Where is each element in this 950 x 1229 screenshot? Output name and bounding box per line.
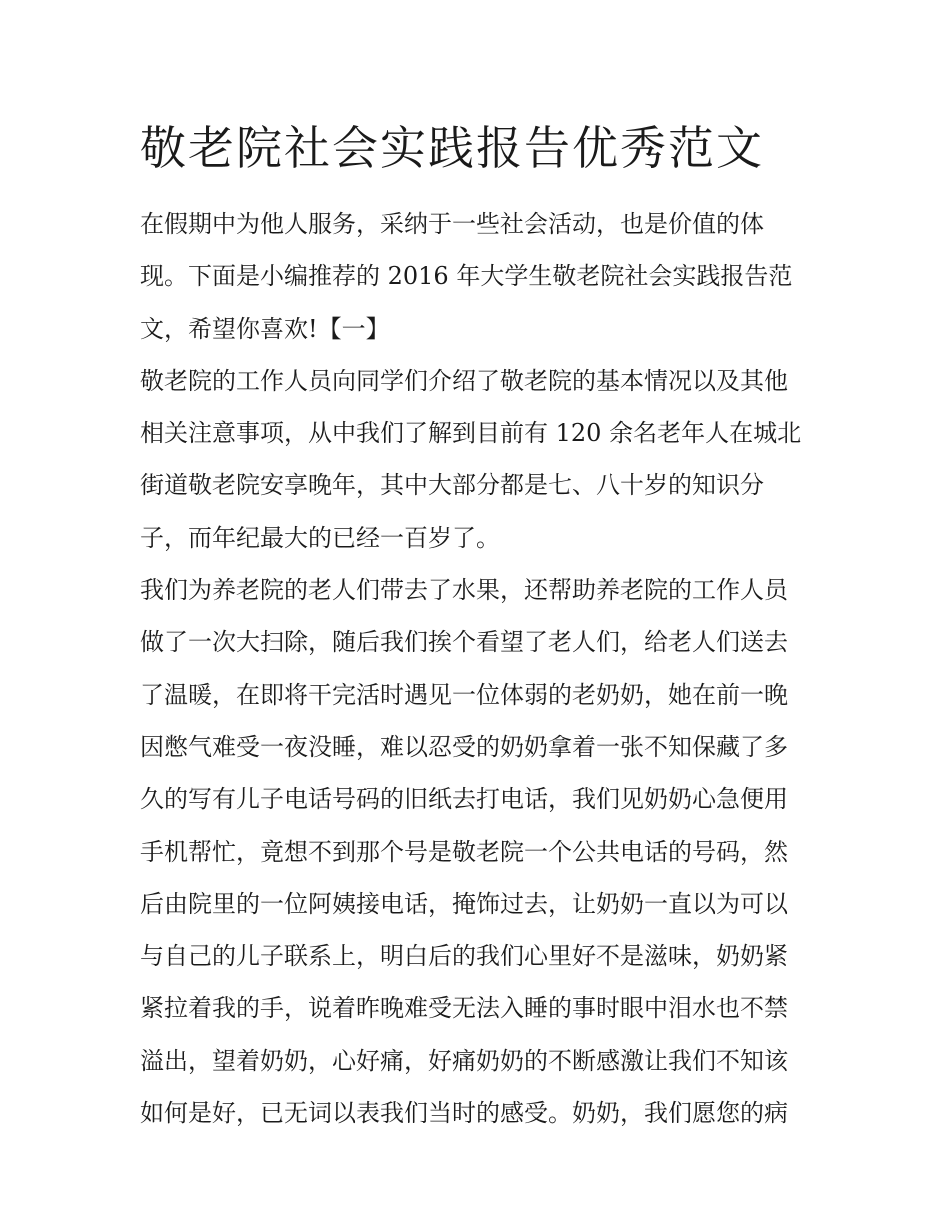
paragraph-introduction-of-home — [140, 355, 820, 564]
text-line: 后由院里的一位阿姨接电话，掩饰过去，让奶奶一直以为可以 — [140, 889, 788, 918]
text-line: 相关注意事项，从中我们了解到目前有 120 余名老年人在城北 — [140, 419, 802, 448]
text-line: 了温暖，在即将干完活时遇见一位体弱的老奶奶，她在前一晚 — [140, 680, 788, 709]
text-line: 如何是好，已无词以表我们当时的感受。奶奶，我们愿您的病 — [140, 1099, 788, 1128]
text-line: 因憋气难受一夜没睡，难以忍受的奶奶拿着一张不知保藏了多 — [140, 732, 788, 761]
text-line: 做了一次大扫除，随后我们挨个看望了老人们，给老人们送去 — [140, 628, 788, 657]
document-body — [140, 198, 820, 1139]
paragraph-visit-story — [140, 564, 820, 1139]
text-line: 久的写有儿子电话号码的旧纸去打电话，我们见奶奶心急便用 — [140, 785, 788, 814]
text-line: 文，希望你喜欢!【一】 — [140, 314, 390, 343]
paragraph-intro — [140, 198, 820, 355]
text-line: 子，而年纪最大的已经一百岁了。 — [140, 523, 500, 552]
text-line: 现。下面是小编推荐的 2016 年大学生敬老院社会实践报告范 — [140, 262, 793, 291]
text-line: 在假期中为他人服务，采纳于一些社会活动，也是价值的体 — [140, 210, 764, 238]
text-line: 我们为养老院的老人们带去了水果，还帮助养老院的工作人员 — [140, 576, 788, 605]
text-line: 敬老院的工作人员向同学们介绍了敬老院的基本情况以及其他 — [140, 366, 788, 395]
text-line: 街道敬老院安享晚年，其中大部分都是七、八十岁的知识分 — [140, 471, 764, 500]
document-title: 敬老院社会实践报告优秀范文 — [140, 121, 764, 175]
text-line: 与自己的儿子联系上，明白后的我们心里好不是滋味，奶奶紧 — [140, 942, 788, 971]
text-line: 溢出，望着奶奶，心好痛，好痛奶奶的不断感激让我们不知该 — [140, 1046, 788, 1075]
text-line: 手机帮忙，竟想不到那个号是敬老院一个公共电话的号码，然 — [140, 837, 788, 866]
text-line: 紧拉着我的手，说着昨晚难受无法入睡的事时眼中泪水也不禁 — [140, 994, 788, 1023]
